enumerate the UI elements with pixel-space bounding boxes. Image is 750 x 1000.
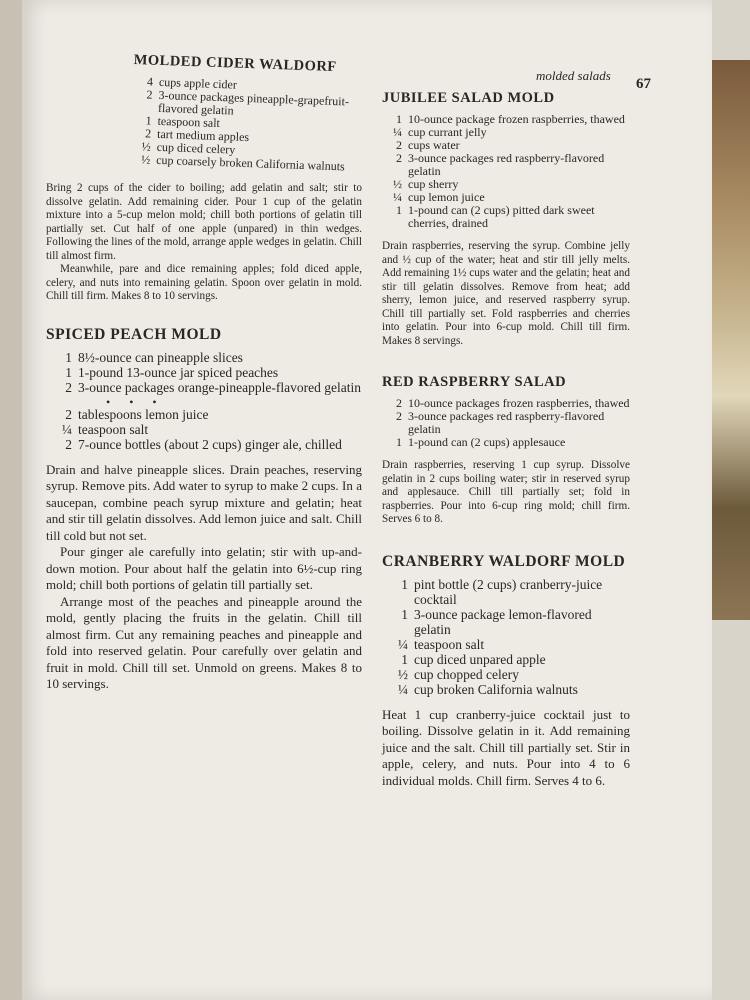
ingredient: ¼ cup lemon juice [393,190,485,204]
method-paragraph: Heat 1 cup cranberry-juice cocktail just to boiling. Dissolve gelatin in it. Add remaining juice and the salt. Chill till partially set. Stir in apple, celery, and nuts. Pour into 4 to 6 individual molds. Chill firm. Serves 4 to 6. [382,706,630,788]
ingredient: 2 3-ounce packages red raspberry-flavored gelatin [396,151,605,178]
method-paragraph: Arrange most of the peaches and pineapple around the mold, gently placing the fruits in the gelatin. Chill till almost firm. Cut any remaining peaches and pineapple and fold into reserved gelatin. Pour carefully over gelatin and fruit in mold. Chill till set. Unmold on greens. Makes 8 to 10 servings. [46,593,362,691]
ingredient: 1 pint bottle (2 cups) cranberry-juice cocktail [401,576,603,607]
ingredient-list [382,577,630,697]
ingredient: 2 3-ounce packages red raspberry-flavored gelatin [396,409,605,436]
ingredient: 4 cups apple cider [146,74,238,92]
method-paragraph: Drain and halve pineapple slices. Drain peaches, reserving syrup. Remove pits. Add water to syrup to make 2 cups. In a saucepan, combine peach syrup mixture and gelatin; heat and stir till gelatin dissolves. Add lemon juice and salt. Chill till cold but not set. [46,461,362,543]
running-header: molded salads [536,68,611,83]
ingredient: ¼ cup broken California walnuts [397,681,578,697]
recipe-cranberry-waldorf-mold [382,553,630,790]
ingredient: 1 1-pound 13-ounce jar spiced peaches [65,364,279,380]
ingredient: 1 teaspoon salt [145,113,221,131]
method-paragraph: Drain raspberries, reserving the syrup. Combine jelly and ½ cup of the water; heat and stir till jelly melts. Add remaining 1½ cups water and the gelatin; heat and stir till gelatin dissolves. Remove from heat; add sherry, lemon juice, and reserved raspberry syrup. Chill till partially set. Fold raspberries and cherries into gelatin. Pour into 6-cup mold. Chill till firm. Makes 8 servings. [382,240,630,347]
ingredient: 2 3-ounce packages pineapple-grapefruit-flavored gelatin [146,87,350,118]
ingredient-list [130,75,363,174]
method-paragraph: Meanwhile, pare and dice remaining apples; fold diced apple, celery, and nuts into remaining gelatin. Spoon over gelatin in mold. Chill till firm. Makes 8 to 10 servings. [46,263,362,302]
recipe-title: SPICED PEACH MOLD [46,325,222,343]
ingredient-list [46,350,362,395]
method-text [382,459,630,527]
method-paragraph: Drain raspberries, reserving 1 cup syrup. Dissolve gelatin in 2 cups boiling water; stir in reserved syrup and applesauce. Chill till partially set; fold in raspberries. Pour into 6-cup ring mold; chill firm. Serves 6 to 8. [382,459,630,525]
ingredient: ½ cup sherry [393,177,459,191]
ingredient: ½ cup chopped celery [397,666,519,682]
ingredient: 1 1-pound can (2 cups) applesauce [396,435,566,449]
ingredient-list [382,397,630,449]
method-text [382,707,630,790]
method-paragraph: Pour ginger ale carefully into gelatin; stir with up-and-down motion. Pour about half the gelatin into 6½-cup ring mold; chill both portions of gelatin till partially set. [46,544,362,592]
ingredient: ¼ cup currant jelly [393,125,487,139]
ingredient: 2 7-ounce bottles (about 2 cups) ginger ale, chilled [65,436,342,452]
right-column [382,90,630,811]
recipe-title: MOLDED CIDER WALDORF [133,52,337,76]
ingredient-list [382,113,630,230]
ingredient: 2 cups water [396,138,460,152]
ingredient: ½ cup diced celery [141,139,236,157]
ingredient: 1 1-pound can (2 cups) pitted dark sweet cherries, drained [396,203,595,230]
ingredient: 2 3-ounce packages orange-pineapple-flavored gelatin [65,379,361,395]
recipe-spiced-peach-mold [46,326,362,693]
ingredient: 2 tablespoons lemon juice [65,406,209,422]
ingredient: 2 10-ounce packages frozen raspberries, thawed [396,396,630,410]
ingredient: ½ cup coarsely broken California walnuts [141,152,345,174]
ingredient: ¼ teaspoon salt [61,421,149,437]
method-text [46,182,362,304]
ingredient-list-2 [46,407,362,452]
left-column [46,52,362,715]
method-text [382,240,630,348]
ingredient: 2 tart medium apples [144,126,250,145]
ingredient: 1 8½-ounce can pineapple slices [65,349,243,365]
recipe-molded-cider-method-block [46,182,362,304]
adjacent-page-photo-edge [712,60,750,620]
recipe-molded-cider-waldorf [130,52,364,174]
ingredient: ¼ teaspoon salt [397,636,485,652]
method-text [46,462,362,693]
recipe-jubilee-salad-mold [382,90,630,348]
recipe-title: CRANBERRY WALDORF MOLD [382,552,626,570]
recipe-title: JUBILEE SALAD MOLD [382,90,555,106]
recipe-title: RED RASPBERRY SALAD [382,374,567,390]
separator-dots: • • • [106,394,165,409]
ingredient: 1 3-ounce package lemon-flavored gelatin [401,606,592,637]
ingredient: 1 10-ounce package frozen raspberries, thawed [396,112,625,126]
recipe-red-raspberry-salad [382,374,630,527]
ingredient: 1 cup diced unpared apple [401,651,546,667]
method-paragraph: Bring 2 cups of the cider to boiling; add gelatin and salt; stir to dissolve gelatin. Add remaining cider. Pour 1 cup of the gelatin mixture into a 5-cup melon mold; chill both portions of gelatin till partially set. Cut half of one apple (unpared) in thin wedges. Following the lines of the mold, arrange apple wedges in gelatin. Chill till almost firm. [46,182,362,262]
page-number: 67 [636,76,651,92]
